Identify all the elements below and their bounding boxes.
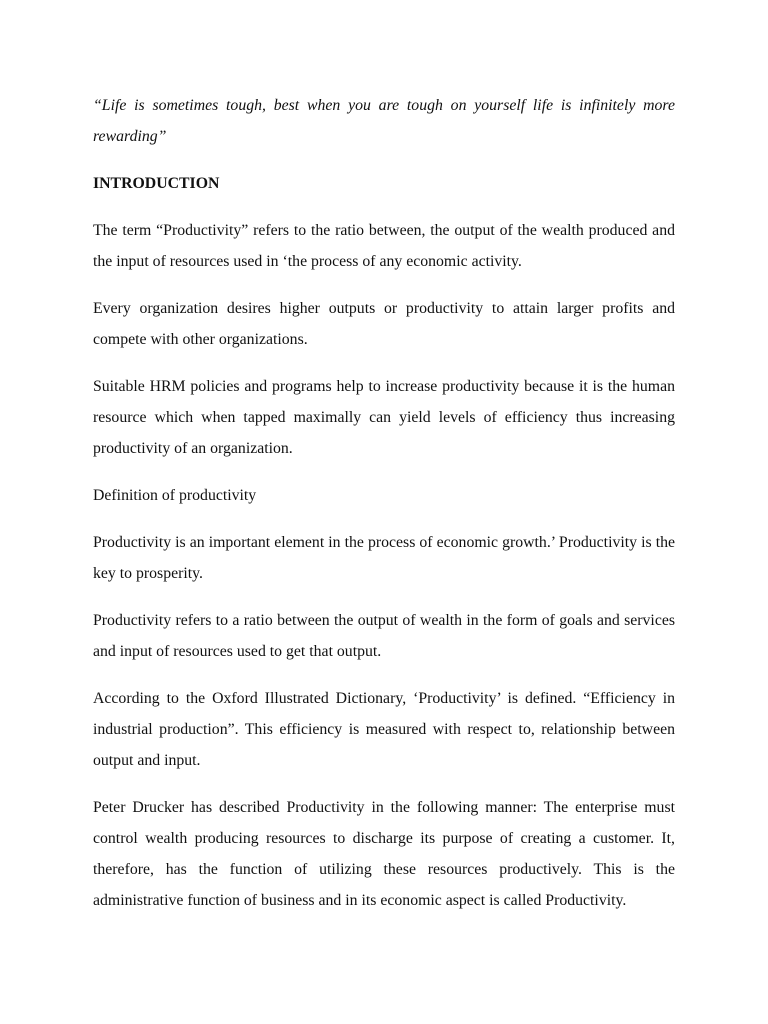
subheading-definition: Definition of productivity [93,487,257,504]
paragraph-economic-growth: Productivity is an important element in the process of economic growth.’ Productivity is the key to prosperity. [93,534,675,582]
epigraph-quote: “Life is sometimes tough, best when you are tough on yourself life is infinitely more rewarding” [93,97,675,145]
paragraph-organization-outputs: Every organization desires higher outputs or productivity to attain larger profits and compete with other organizations. [93,300,675,348]
document-page [93,90,675,932]
paragraph-ratio-definition: Productivity refers to a ratio between the output of wealth in the form of goals and services and input of resources used to get that output. [93,612,675,660]
paragraph-productivity-term: The term “Productivity” refers to the ratio between, the output of the wealth produced and the input of resources used in ‘the process of any economic activity. [93,222,675,270]
paragraph-hrm-policies: Suitable HRM policies and programs help to increase productivity because it is the human resource which when tapped maximally can yield levels of efficiency thus increasing productivity of an organization. [93,378,675,457]
section-heading: INTRODUCTION [93,175,220,192]
paragraph-oxford-definition: According to the Oxford Illustrated Dictionary, ‘Productivity’ is defined. “Efficiency in industrial production”. This efficiency is measured with respect to, relationship between output and input. [93,690,675,769]
paragraph-peter-drucker: Peter Drucker has described Productivity in the following manner: The enterprise must control wealth producing resources to discharge its purpose of creating a customer. It, therefore, has the function of utilizing these resources productively. This is the administrative function of business and in its economic aspect is called Productivity. [93,799,675,909]
